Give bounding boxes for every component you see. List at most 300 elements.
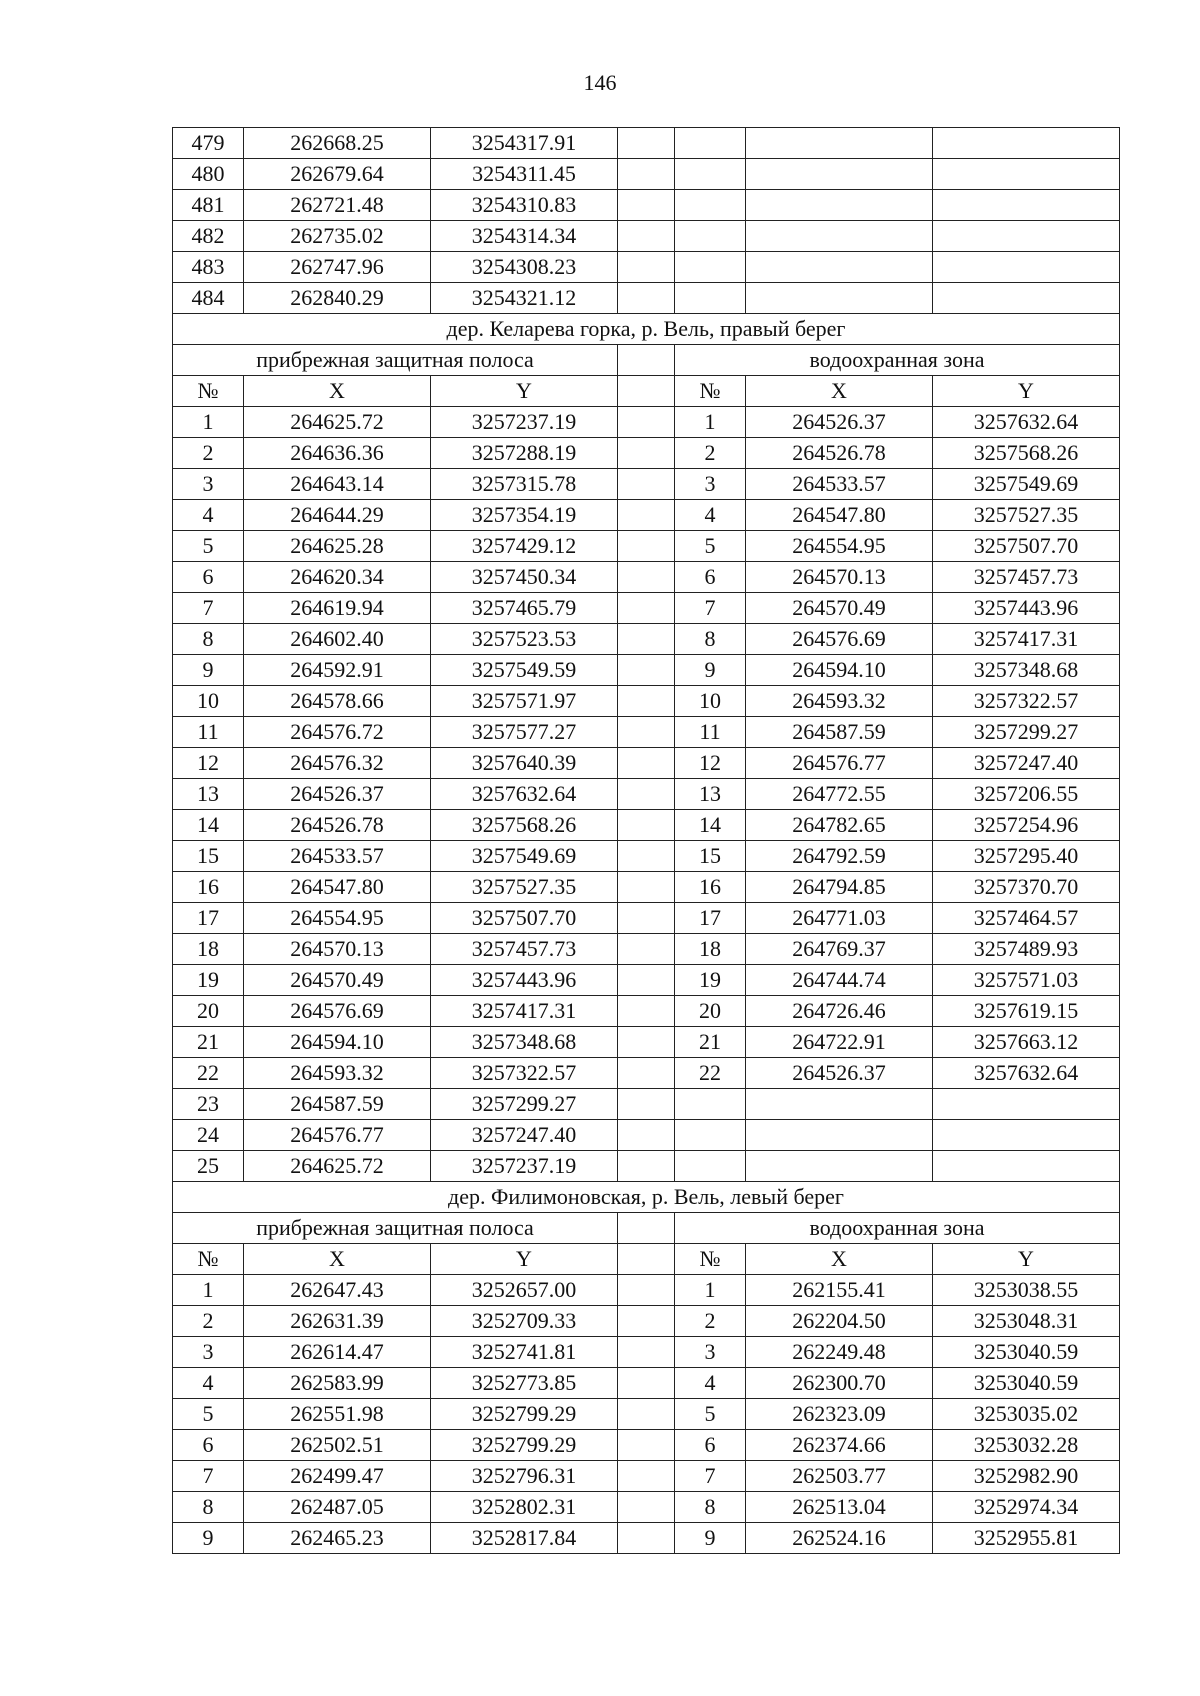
point-number-cell: 1 [173,1275,244,1306]
y-coordinate-cell: 3257417.31 [431,996,618,1027]
empty-cell [933,190,1120,221]
empty-cell [746,283,933,314]
point-number-cell: 12 [675,748,746,779]
y-coordinate-cell: 3257489.93 [933,934,1120,965]
empty-cell [675,159,746,190]
point-number-cell: 11 [173,717,244,748]
separator-cell [618,1213,675,1244]
y-coordinate-cell: 3257254.96 [933,810,1120,841]
separator-cell [618,1368,675,1399]
table-row [173,1461,1120,1492]
point-number-cell: 6 [173,562,244,593]
x-coordinate-cell: 264602.40 [244,624,431,655]
separator-cell [618,748,675,779]
empty-cell [746,1089,933,1120]
table-row [173,438,1120,469]
coastal-strip-title: прибрежная защитная полоса [173,1213,618,1244]
x-coordinate-cell: 264587.59 [746,717,933,748]
x-coordinate-cell: 264587.59 [244,1089,431,1120]
y-coordinate-cell: 3257549.59 [431,655,618,686]
x-coordinate-cell: 264592.91 [244,655,431,686]
point-number-cell: 4 [173,500,244,531]
x-coordinate-cell: 262323.09 [746,1399,933,1430]
point-number-cell: 16 [173,872,244,903]
separator-cell [618,872,675,903]
section-title: дер. Филимоновская, р. Вель, левый берег [173,1182,1120,1213]
y-coordinate-cell: 3257568.26 [431,810,618,841]
x-coordinate-cell: 262583.99 [244,1368,431,1399]
empty-cell [933,283,1120,314]
empty-cell [933,1120,1120,1151]
column-header-x: X [244,1244,431,1275]
y-coordinate-cell: 3253038.55 [933,1275,1120,1306]
y-coordinate-cell: 3257322.57 [431,1058,618,1089]
table-row [173,1306,1120,1337]
x-coordinate-cell: 262721.48 [244,190,431,221]
separator-cell [618,1089,675,1120]
table-row [173,1058,1120,1089]
y-coordinate-cell: 3253032.28 [933,1430,1120,1461]
y-coordinate-cell: 3257288.19 [431,438,618,469]
x-coordinate-cell: 264644.29 [244,500,431,531]
y-coordinate-cell: 3257457.73 [431,934,618,965]
point-number-cell: 2 [675,438,746,469]
y-coordinate-cell: 3257527.35 [431,872,618,903]
empty-cell [675,1089,746,1120]
x-coordinate-cell: 264533.57 [746,469,933,500]
y-coordinate-cell: 3257663.12 [933,1027,1120,1058]
x-coordinate-cell: 264576.69 [244,996,431,1027]
y-coordinate-cell: 3257247.40 [933,748,1120,779]
y-coordinate-cell: 3257457.73 [933,562,1120,593]
point-number-cell: 484 [173,283,244,314]
empty-cell [675,252,746,283]
table-row [173,1430,1120,1461]
point-number-cell: 19 [173,965,244,996]
point-number-cell: 24 [173,1120,244,1151]
y-coordinate-cell: 3257632.64 [933,407,1120,438]
x-coordinate-cell: 264576.77 [746,748,933,779]
x-coordinate-cell: 262631.39 [244,1306,431,1337]
y-coordinate-cell: 3252799.29 [431,1399,618,1430]
y-coordinate-cell: 3257632.64 [933,1058,1120,1089]
table-row [173,1151,1120,1182]
table-row [173,1275,1120,1306]
point-number-cell: 3 [675,469,746,500]
separator-cell [618,1058,675,1089]
x-coordinate-cell: 262503.77 [746,1461,933,1492]
separator-cell [618,686,675,717]
x-coordinate-cell: 264576.69 [746,624,933,655]
separator-cell [618,469,675,500]
point-number-cell: 11 [675,717,746,748]
point-number-cell: 8 [675,624,746,655]
y-coordinate-cell: 3254308.23 [431,252,618,283]
y-coordinate-cell: 3257417.31 [933,624,1120,655]
x-coordinate-cell: 264771.03 [746,903,933,934]
empty-cell [675,190,746,221]
point-number-cell: 8 [675,1492,746,1523]
x-coordinate-cell: 264794.85 [746,872,933,903]
table-row [173,1368,1120,1399]
y-coordinate-cell: 3252796.31 [431,1461,618,1492]
x-coordinate-cell: 264625.28 [244,531,431,562]
point-number-cell: 9 [675,655,746,686]
empty-cell [746,221,933,252]
empty-cell [746,1151,933,1182]
y-coordinate-cell: 3257549.69 [431,841,618,872]
point-number-cell: 18 [173,934,244,965]
section-title-row [173,1182,1120,1213]
point-number-cell: 8 [173,624,244,655]
point-number-cell: 5 [675,1399,746,1430]
point-number-cell: 7 [675,593,746,624]
point-number-cell: 482 [173,221,244,252]
point-number-cell: 13 [675,779,746,810]
table-row [173,593,1120,624]
y-coordinate-cell: 3257443.96 [933,593,1120,624]
point-number-cell: 6 [173,1430,244,1461]
point-number-cell: 20 [173,996,244,1027]
x-coordinate-cell: 264636.36 [244,438,431,469]
column-header-number: № [173,376,244,407]
y-coordinate-cell: 3252982.90 [933,1461,1120,1492]
x-coordinate-cell: 264526.37 [746,1058,933,1089]
separator-cell [618,1151,675,1182]
y-coordinate-cell: 3254317.91 [431,128,618,159]
x-coordinate-cell: 264772.55 [746,779,933,810]
point-number-cell: 25 [173,1151,244,1182]
water-protection-zone-title: водоохранная зона [675,1213,1120,1244]
separator-cell [618,965,675,996]
separator-cell [618,779,675,810]
table-row [173,1523,1120,1554]
table-row [173,841,1120,872]
x-coordinate-cell: 264533.57 [244,841,431,872]
x-coordinate-cell: 264554.95 [746,531,933,562]
point-number-cell: 9 [173,655,244,686]
coastal-strip-title: прибрежная защитная полоса [173,345,618,376]
y-coordinate-cell: 3252741.81 [431,1337,618,1368]
point-number-cell: 2 [173,438,244,469]
point-number-cell: 17 [173,903,244,934]
x-coordinate-cell: 262502.51 [244,1430,431,1461]
empty-cell [933,1089,1120,1120]
table-row [173,531,1120,562]
x-coordinate-cell: 264620.34 [244,562,431,593]
separator-cell [618,190,675,221]
x-coordinate-cell: 264547.80 [244,872,431,903]
point-number-cell: 21 [173,1027,244,1058]
x-coordinate-cell: 264792.59 [746,841,933,872]
x-coordinate-cell: 262487.05 [244,1492,431,1523]
separator-cell [618,1461,675,1492]
y-coordinate-cell: 3254311.45 [431,159,618,190]
table-row [173,655,1120,686]
separator-cell [618,221,675,252]
table-row [173,872,1120,903]
separator-cell [618,717,675,748]
x-coordinate-cell: 262524.16 [746,1523,933,1554]
point-number-cell: 14 [173,810,244,841]
empty-cell [933,1151,1120,1182]
separator-cell [618,1430,675,1461]
separator-cell [618,345,675,376]
empty-cell [746,1120,933,1151]
point-number-cell: 10 [173,686,244,717]
x-coordinate-cell: 264619.94 [244,593,431,624]
x-coordinate-cell: 264547.80 [746,500,933,531]
point-number-cell: 6 [675,1430,746,1461]
table-row [173,283,1120,314]
y-coordinate-cell: 3257299.27 [431,1089,618,1120]
x-coordinate-cell: 264526.78 [244,810,431,841]
separator-cell [618,438,675,469]
y-coordinate-cell: 3257507.70 [431,903,618,934]
separator-cell [618,283,675,314]
x-coordinate-cell: 264593.32 [746,686,933,717]
x-coordinate-cell: 264570.49 [244,965,431,996]
x-coordinate-cell: 264570.49 [746,593,933,624]
column-header-row [173,376,1120,407]
y-coordinate-cell: 3257237.19 [431,407,618,438]
table-row [173,128,1120,159]
separator-cell [618,1027,675,1058]
point-number-cell: 14 [675,810,746,841]
y-coordinate-cell: 3257450.34 [431,562,618,593]
separator-cell [618,810,675,841]
table-row [173,903,1120,934]
y-coordinate-cell: 3257247.40 [431,1120,618,1151]
y-coordinate-cell: 3253048.31 [933,1306,1120,1337]
point-number-cell: 3 [173,1337,244,1368]
point-number-cell: 8 [173,1492,244,1523]
y-coordinate-cell: 3257429.12 [431,531,618,562]
y-coordinate-cell: 3257571.03 [933,965,1120,996]
column-header-number: № [675,376,746,407]
point-number-cell: 480 [173,159,244,190]
column-header-y: Y [933,1244,1120,1275]
x-coordinate-cell: 262614.47 [244,1337,431,1368]
x-coordinate-cell: 264526.37 [244,779,431,810]
point-number-cell: 5 [173,531,244,562]
x-coordinate-cell: 264625.72 [244,1151,431,1182]
table-row [173,779,1120,810]
table-row [173,748,1120,779]
x-coordinate-cell: 262840.29 [244,283,431,314]
y-coordinate-cell: 3257577.27 [431,717,618,748]
y-coordinate-cell: 3252974.34 [933,1492,1120,1523]
table-row [173,221,1120,252]
separator-cell [618,1337,675,1368]
x-coordinate-cell: 262513.04 [746,1492,933,1523]
separator-cell [618,1492,675,1523]
table-row [173,996,1120,1027]
point-number-cell: 5 [173,1399,244,1430]
point-number-cell: 15 [173,841,244,872]
table-row [173,562,1120,593]
y-coordinate-cell: 3257206.55 [933,779,1120,810]
y-coordinate-cell: 3257322.57 [933,686,1120,717]
point-number-cell: 22 [675,1058,746,1089]
table-row [173,159,1120,190]
table-row [173,934,1120,965]
point-number-cell: 2 [173,1306,244,1337]
column-header-y: Y [933,376,1120,407]
y-coordinate-cell: 3257370.70 [933,872,1120,903]
y-coordinate-cell: 3252657.00 [431,1275,618,1306]
separator-cell [618,500,675,531]
table-row [173,686,1120,717]
point-number-cell: 481 [173,190,244,221]
empty-cell [933,221,1120,252]
x-coordinate-cell: 264643.14 [244,469,431,500]
x-coordinate-cell: 262155.41 [746,1275,933,1306]
point-number-cell: 10 [675,686,746,717]
separator-cell [618,1244,675,1275]
table-row [173,965,1120,996]
x-coordinate-cell: 264526.78 [746,438,933,469]
point-number-cell: 9 [173,1523,244,1554]
y-coordinate-cell: 3257465.79 [431,593,618,624]
separator-cell [618,624,675,655]
separator-cell [618,128,675,159]
x-coordinate-cell: 264722.91 [746,1027,933,1058]
x-coordinate-cell: 262551.98 [244,1399,431,1430]
x-coordinate-cell: 264744.74 [746,965,933,996]
separator-cell [618,934,675,965]
point-number-cell: 7 [675,1461,746,1492]
point-number-cell: 4 [675,500,746,531]
x-coordinate-cell: 264576.72 [244,717,431,748]
x-coordinate-cell: 262249.48 [746,1337,933,1368]
y-coordinate-cell: 3257632.64 [431,779,618,810]
x-coordinate-cell: 262300.70 [746,1368,933,1399]
column-header-x: X [746,376,933,407]
y-coordinate-cell: 3257295.40 [933,841,1120,872]
separator-cell [618,562,675,593]
x-coordinate-cell: 264578.66 [244,686,431,717]
x-coordinate-cell: 264593.32 [244,1058,431,1089]
x-coordinate-cell: 264625.72 [244,407,431,438]
x-coordinate-cell: 264554.95 [244,903,431,934]
point-number-cell: 3 [675,1337,746,1368]
y-coordinate-cell: 3257354.19 [431,500,618,531]
x-coordinate-cell: 262679.64 [244,159,431,190]
x-coordinate-cell: 262465.23 [244,1523,431,1554]
separator-cell [618,376,675,407]
y-coordinate-cell: 3253040.59 [933,1368,1120,1399]
y-coordinate-cell: 3254310.83 [431,190,618,221]
x-coordinate-cell: 262668.25 [244,128,431,159]
point-number-cell: 5 [675,531,746,562]
separator-cell [618,593,675,624]
table-row [173,1120,1120,1151]
x-coordinate-cell: 264782.65 [746,810,933,841]
y-coordinate-cell: 3252799.29 [431,1430,618,1461]
x-coordinate-cell: 264526.37 [746,407,933,438]
y-coordinate-cell: 3252955.81 [933,1523,1120,1554]
point-number-cell: 23 [173,1089,244,1120]
water-protection-zone-title: водоохранная зона [675,345,1120,376]
section-title: дер. Келарева горка, р. Вель, правый берег [173,314,1120,345]
table-row [173,624,1120,655]
y-coordinate-cell: 3257348.68 [933,655,1120,686]
point-number-cell: 6 [675,562,746,593]
point-number-cell: 4 [675,1368,746,1399]
y-coordinate-cell: 3254314.34 [431,221,618,252]
x-coordinate-cell: 262374.66 [746,1430,933,1461]
separator-cell [618,1523,675,1554]
y-coordinate-cell: 3252802.31 [431,1492,618,1523]
x-coordinate-cell: 264769.37 [746,934,933,965]
point-number-cell: 2 [675,1306,746,1337]
y-coordinate-cell: 3257464.57 [933,903,1120,934]
table-row [173,717,1120,748]
y-coordinate-cell: 3257315.78 [431,469,618,500]
separator-cell [618,1399,675,1430]
point-number-cell: 18 [675,934,746,965]
point-number-cell: 20 [675,996,746,1027]
separator-cell [618,841,675,872]
separator-cell [618,1306,675,1337]
x-coordinate-cell: 262747.96 [244,252,431,283]
point-number-cell: 17 [675,903,746,934]
x-coordinate-cell: 262647.43 [244,1275,431,1306]
point-number-cell: 1 [675,407,746,438]
empty-cell [675,283,746,314]
table-row [173,1027,1120,1058]
empty-cell [675,1120,746,1151]
separator-cell [618,1275,675,1306]
column-header-number: № [173,1244,244,1275]
x-coordinate-cell: 264570.13 [746,562,933,593]
point-number-cell: 9 [675,1523,746,1554]
point-number-cell: 483 [173,252,244,283]
separator-cell [618,1120,675,1151]
point-number-cell: 4 [173,1368,244,1399]
point-number-cell: 7 [173,593,244,624]
y-coordinate-cell: 3257443.96 [431,965,618,996]
table-row [173,810,1120,841]
column-header-y: Y [431,376,618,407]
section-title-row [173,314,1120,345]
y-coordinate-cell: 3257571.97 [431,686,618,717]
empty-cell [933,252,1120,283]
page-number: 146 [583,70,617,95]
point-number-cell: 13 [173,779,244,810]
point-number-cell: 7 [173,1461,244,1492]
zone-titles-row [173,1213,1120,1244]
point-number-cell: 15 [675,841,746,872]
y-coordinate-cell: 3257549.69 [933,469,1120,500]
y-coordinate-cell: 3257507.70 [933,531,1120,562]
column-header-y: Y [431,1244,618,1275]
table-row [173,500,1120,531]
point-number-cell: 1 [675,1275,746,1306]
separator-cell [618,252,675,283]
table-row [173,469,1120,500]
table-row [173,1492,1120,1523]
x-coordinate-cell: 264576.77 [244,1120,431,1151]
x-coordinate-cell: 264726.46 [746,996,933,1027]
separator-cell [618,903,675,934]
y-coordinate-cell: 3257299.27 [933,717,1120,748]
x-coordinate-cell: 264594.10 [746,655,933,686]
column-header-x: X [244,376,431,407]
y-coordinate-cell: 3253040.59 [933,1337,1120,1368]
point-number-cell: 1 [173,407,244,438]
